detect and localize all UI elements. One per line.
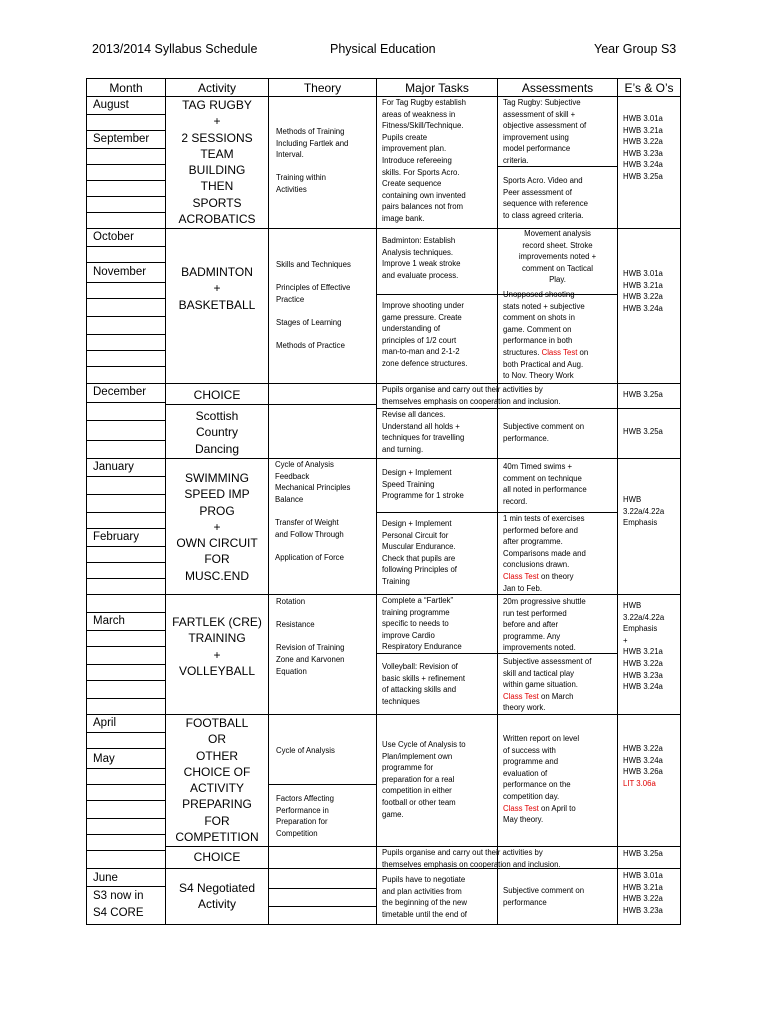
lit-code: LIT 3.06a bbox=[623, 778, 656, 788]
month-may: May bbox=[93, 753, 115, 765]
activity-football: FOOTBALL OR OTHER CHOICE OF ACTIVITY PREPARING FOR COMPETITION bbox=[175, 716, 259, 845]
task-competition: Use Cycle of Analysis to Plan/implement own programme for preparation for a real competition in either football or other team game. bbox=[382, 740, 466, 819]
col-theory-header: Theory bbox=[303, 81, 342, 95]
col-activity-header: Activity bbox=[197, 81, 236, 95]
eos-block-3: HWB 3.25a bbox=[623, 390, 663, 399]
task-circuit: Design + Implement Personal Circuit for Muscular Endurance. Check that pupils are following Principles of Training bbox=[382, 519, 457, 586]
activity-swimming: SWIMMING SPEED IMP PROG + OWN CIRCUIT FOR MUSC.END bbox=[176, 471, 258, 583]
task-basketball: Improve shooting under game pressure. Create understanding of principles of 1/2 court man-to-man and 2-1-2 zone defence structures. bbox=[382, 301, 468, 368]
assessment-sports-acro: Sports Acro. Video and Peer assessment of sequence with reference to class agreed criteria. bbox=[503, 176, 588, 220]
month-january: January bbox=[93, 461, 134, 473]
activity-choice: CHOICE bbox=[193, 388, 241, 402]
activity-choice-2: CHOICE bbox=[193, 850, 241, 864]
assessment-badminton: Movement analysis record sheet. Stroke improvements noted + comment on Tactical Play. bbox=[518, 229, 597, 285]
assessment-dancing: Subjective comment on performance. bbox=[503, 422, 585, 443]
assessment-circuit: 1 min tests of exercises performed before and after programme. Comparisons made and conclusions drawn. Class Test on theory Jan to Feb. bbox=[503, 514, 586, 593]
month-march: March bbox=[93, 615, 125, 627]
eos-block-8: HWB 3.25a bbox=[623, 849, 663, 858]
eos-block-9: HWB 3.01a HWB 3.21a HWB 3.22a HWB 3.23a bbox=[623, 871, 663, 915]
col-assessments-header: Assessments bbox=[521, 81, 594, 95]
task-tag-rugby: For Tag Rugby establish areas of weakness in Fitness/Skill/Technique. Pupils create improvement plan. Introduce refereeing skills. For Sports Acro. Create sequence containing own invented pairs balances not from image bank. bbox=[382, 98, 466, 223]
eos-block-7: HWB 3.22a HWB 3.24a HWB 3.26a LIT 3.06a bbox=[623, 744, 663, 788]
activity-scottish-dancing: Scottish Country Dancing bbox=[194, 409, 240, 456]
activity-badminton: BADMINTON + BASKETBALL bbox=[178, 265, 256, 312]
month-june: June bbox=[93, 872, 118, 884]
theory-factors: Factors Affecting Performance in Preparation for Competition bbox=[276, 794, 334, 838]
assessment-competition: Written report on level of success with programme and evaluation of performance on the competition day. Class Test on April to May theory. bbox=[503, 734, 580, 825]
assessment-basketball: Unopposed shooting stats noted + subjective comment on shots in game. Comment on performance in both structures. Class Test on both Practical and Aug. to Nov. Theory Work bbox=[503, 290, 589, 381]
theory-methods-training: Methods of Training Including Fartlek and Interval. Training within Activities bbox=[276, 127, 349, 194]
theory-rotation: Rotation Resistance Revision of Training Zone and Karvonen Equation bbox=[276, 597, 345, 676]
assessment-negotiated: Subjective comment on performance bbox=[503, 886, 585, 907]
class-test-label: Class Test bbox=[541, 347, 578, 357]
task-volleyball: Volleyball: Revision of basic skills + refinement of attacking skills and techniques bbox=[382, 662, 465, 706]
assessment-swims: 40m Timed swims + comment on technique all noted in performance record. bbox=[503, 462, 587, 506]
assessment-tag-rugby: Tag Rugby: Subjective assessment of skill + objective assessment of improvement using model performance criteria. bbox=[503, 98, 587, 165]
assessment-volleyball: Subjective assessment of skill and tactical play within game situation. Class Test on March theory work. bbox=[503, 657, 592, 713]
header-right: Year Group S3 bbox=[594, 42, 677, 56]
class-test-label: Class Test bbox=[503, 691, 539, 701]
month-february: February bbox=[93, 531, 140, 543]
task-negotiate: Pupils have to negotiate and plan activities from the beginning of the new timetable until the end of bbox=[382, 875, 467, 919]
class-test-label: Class Test bbox=[503, 803, 539, 813]
theory-cycle-analysis-2: Cycle of Analysis bbox=[276, 746, 335, 755]
month-september: September bbox=[93, 133, 150, 145]
eos-block-6: HWB 3.22a/4.22a Emphasis + HWB 3.21a HWB 3.22a HWB 3.23a HWB 3.24a bbox=[623, 601, 665, 692]
activity-tag-rugby: TAG RUGBY + 2 SESSIONS TEAM BUILDING THEN SPORTS ACROBATICS bbox=[178, 98, 256, 227]
class-test-label: Class Test bbox=[503, 571, 539, 581]
task-choice-2: Pupils organise and carry out their activities by themselves emphasis on cooperation and inclusion. bbox=[382, 848, 561, 869]
task-dancing: Revise all dances. Understand all holds + techniques for travelling and turning. bbox=[382, 410, 465, 454]
month-s3-now-s4-core: S3 now in S4 CORE bbox=[93, 890, 144, 919]
eos-block-4: HWB 3.25a bbox=[623, 427, 663, 436]
task-fartlek: Complete a “Fartlek” training programme specific to needs to improve Cardio Respiratory Endurance bbox=[382, 596, 462, 652]
task-choice: Pupils organise and carry out their activities by themselves emphasis on cooperation and inclusion. bbox=[382, 385, 561, 406]
eos-block-1: HWB 3.01a HWB 3.21a HWB 3.22a HWB 3.23a HWB 3.24a HWB 3.25a bbox=[623, 114, 663, 181]
month-november: November bbox=[93, 266, 147, 278]
task-badminton: Badminton: Establish Analysis techniques. Improve 1 weak stroke and evaluate process. bbox=[382, 236, 461, 280]
month-august: August bbox=[93, 99, 129, 111]
header-center: Physical Education bbox=[330, 42, 436, 56]
activity-fartlek: FARTLEK (CRE) TRAINING + VOLLEYBALL bbox=[172, 615, 262, 678]
activity-s4-negotiated: S4 Negotiated Activity bbox=[178, 881, 256, 912]
col-month-header: Month bbox=[109, 81, 143, 95]
eos-block-5: HWB 3.22a/4.22a Emphasis bbox=[623, 495, 665, 528]
month-october: October bbox=[93, 231, 134, 243]
header-left: 2013/2014 Syllabus Schedule bbox=[92, 42, 258, 56]
eos-block-2: HWB 3.01a HWB 3.21a HWB 3.22a HWB 3.24a bbox=[623, 269, 663, 313]
col-eos-header: E’s & O’s bbox=[624, 81, 674, 95]
task-speed-training: Design + Implement Speed Training Programme for 1 stroke bbox=[382, 468, 464, 501]
month-april: April bbox=[93, 717, 117, 729]
assessment-shuttle-run: 20m progressive shuttle run test performed before and after programme. Any improvements noted. bbox=[503, 597, 586, 653]
month-december: December bbox=[93, 386, 147, 398]
col-tasks-header: Major Tasks bbox=[405, 81, 469, 95]
theory-skills: Skills and Techniques Principles of Effective Practice Stages of Learning Methods of Practice bbox=[276, 260, 351, 351]
theory-cycle-analysis: Cycle of Analysis Feedback Mechanical Principles Balance Transfer of Weight and Follow Through Application of Force bbox=[275, 460, 351, 562]
